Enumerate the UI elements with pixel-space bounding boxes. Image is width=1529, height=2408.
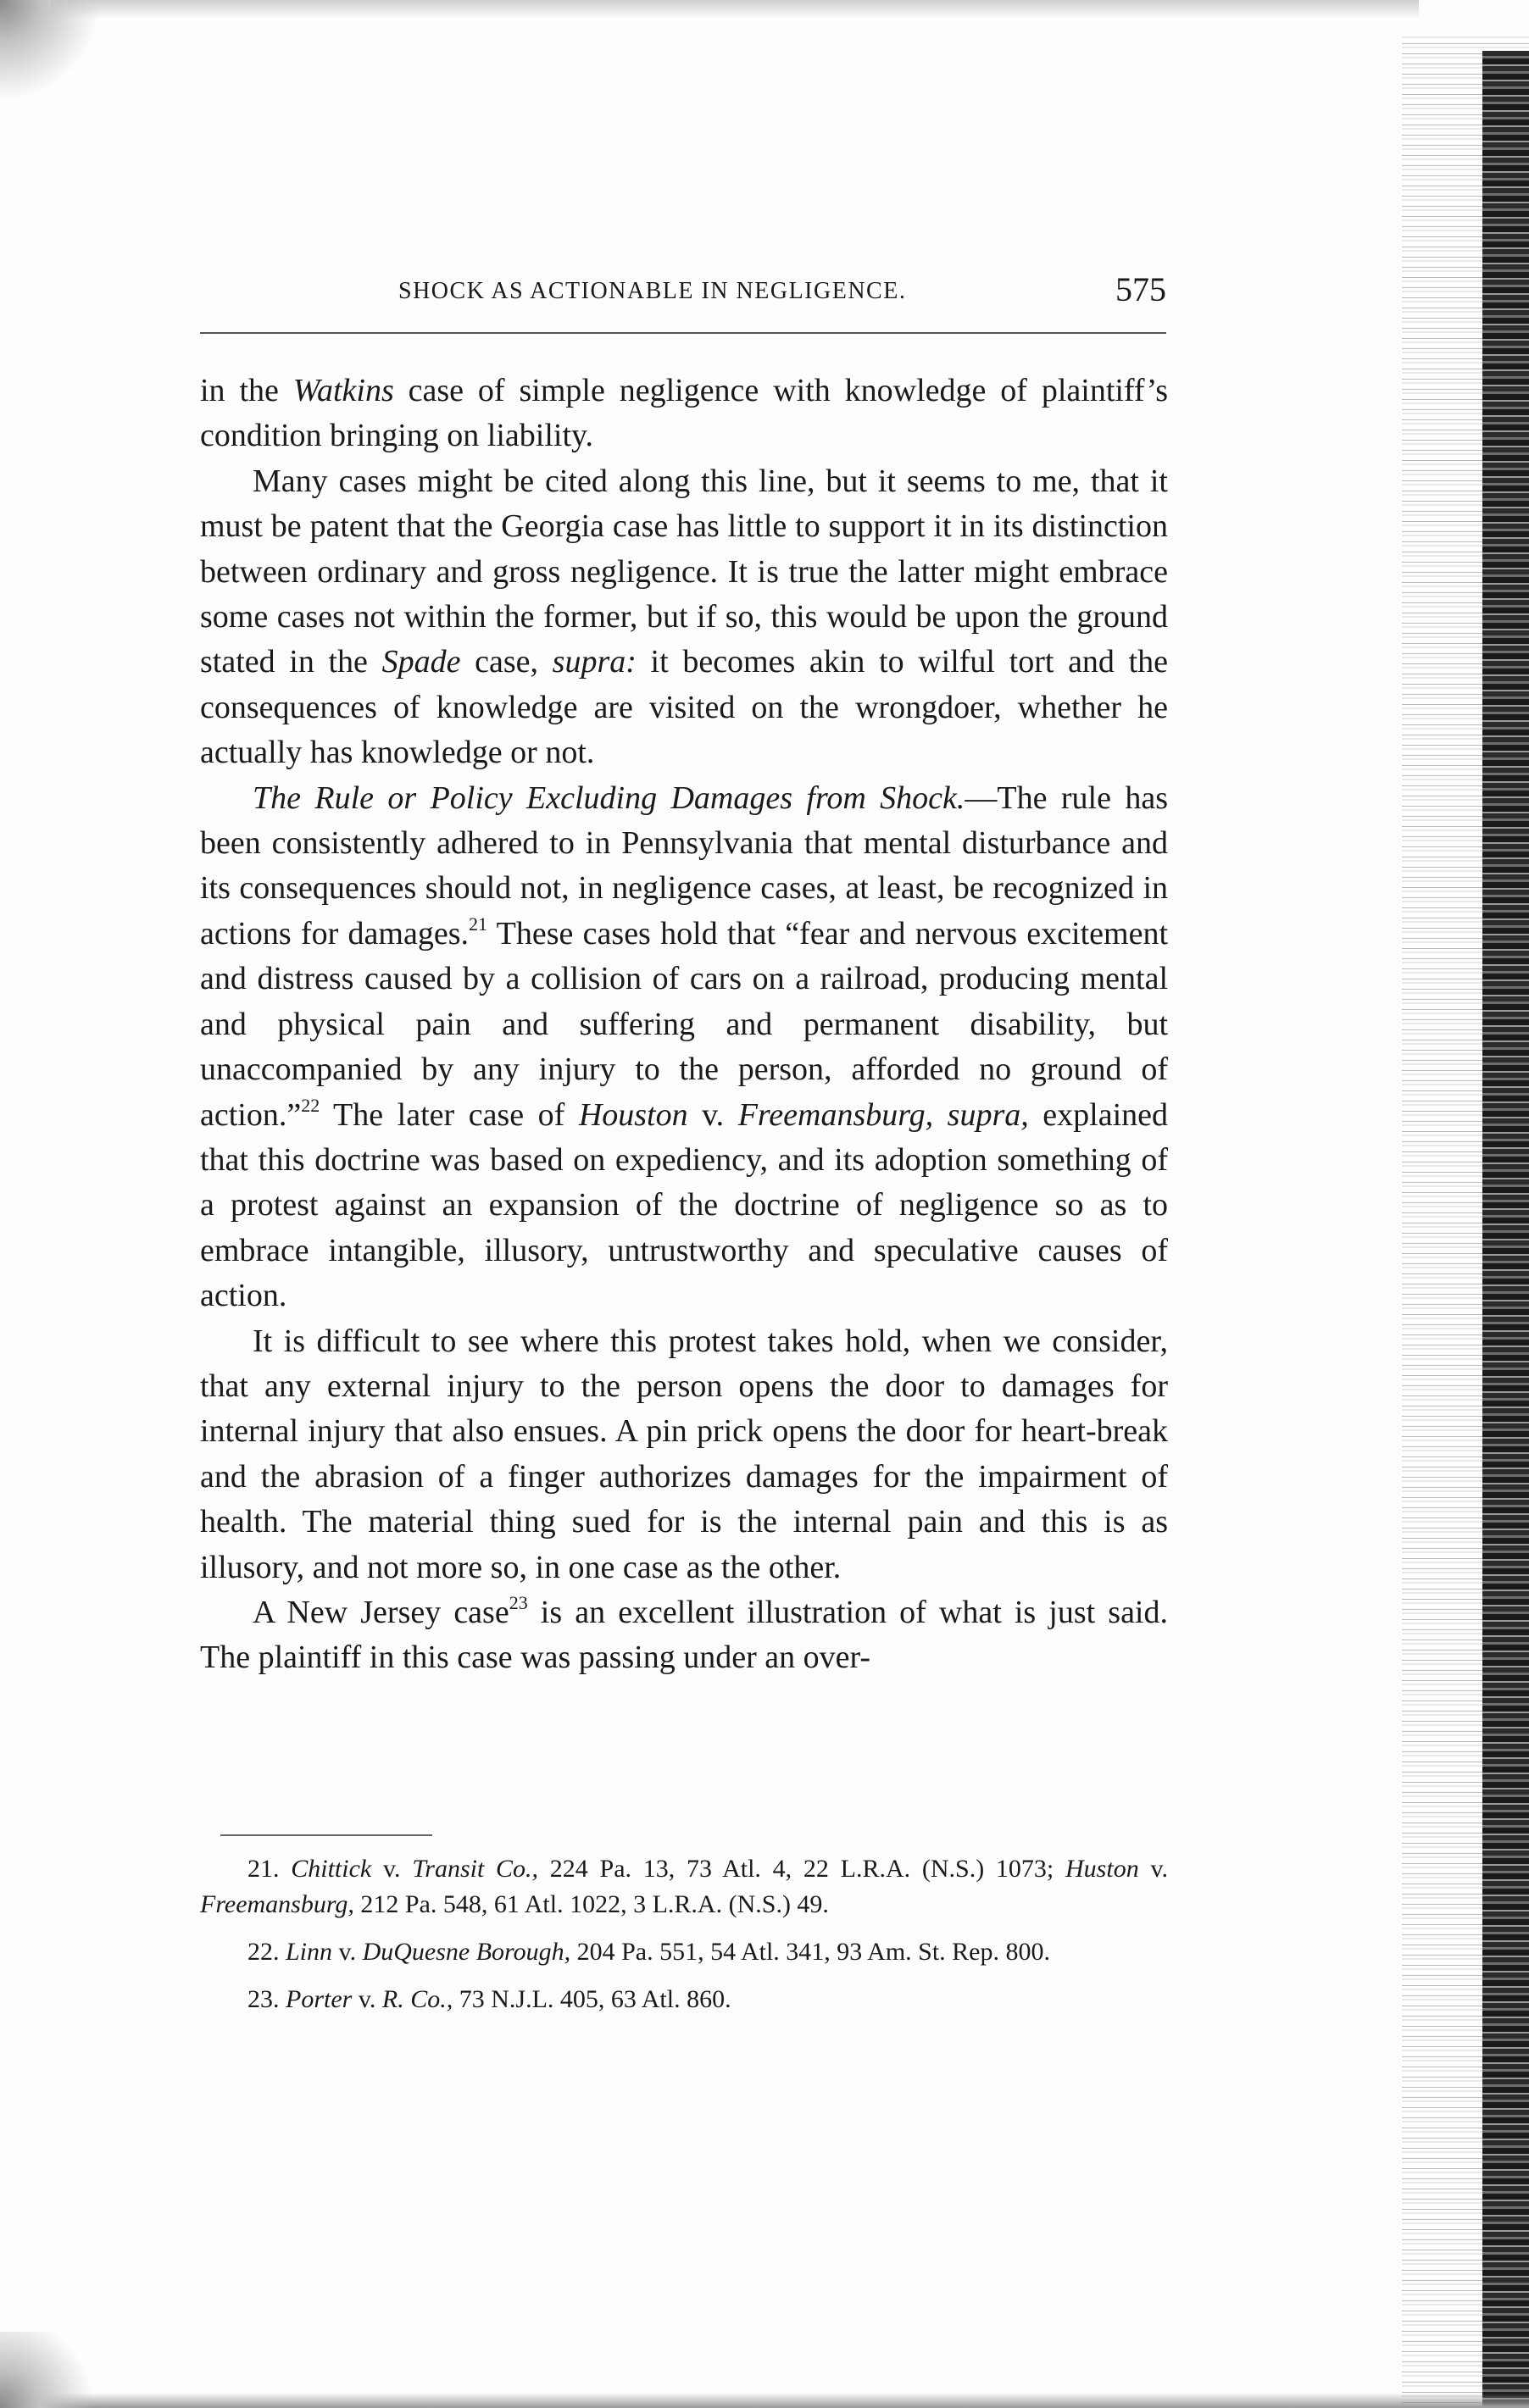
scan-bottom-edge bbox=[0, 2393, 1529, 2408]
footnote-22: 22. Linn v. DuQuesne Borough, 204 Pa. 551, 54 Atl. 341, 93 Am. St. Rep. 800. bbox=[247, 1938, 1050, 1966]
scan-corner-shadow bbox=[0, 2332, 110, 2408]
paragraph-5: A New Jersey case$^{23}$ is an excellent illustration of what is just said. The plaintiff in this case was passing under an over- bbox=[200, 1591, 1168, 1676]
footnote-23: 23. Porter v. R. Co., 73 N.J.L. 405, 63 Atl. 860. bbox=[247, 1985, 731, 2013]
case-name: Houston bbox=[578, 1096, 688, 1133]
paragraph-1: in the Watkins case of simple negligence with knowledge of plaintiff’s condition bringing on liability. bbox=[200, 373, 1169, 454]
citation-signal: supra: bbox=[552, 644, 637, 680]
footnote-rule bbox=[220, 1834, 432, 1836]
section-heading: The Rule or Policy Excluding Damages from Shock. bbox=[253, 780, 965, 816]
paragraph-4: It is difficult to see where this protest takes hold, when we consider, that any external injury to the person opens the door to damages for internal injury that also ensues. A pin prick opens the door for heart-break and the abrasion of a finger authorizes damages for the impairment of health. The material thing sued for is the internal pain and this is as illusory, and not more so, in one case as the other. bbox=[200, 1323, 1168, 1585]
body-text bbox=[200, 369, 1168, 1681]
case-name: Freemansburg, supra, bbox=[737, 1096, 1029, 1133]
scan-top-edge bbox=[51, 0, 1419, 19]
scan-corner-shadow bbox=[0, 0, 102, 102]
footnote-ref: 22 bbox=[301, 1094, 320, 1116]
running-head: SHOCK AS ACTIONABLE IN NEGLIGENCE. bbox=[398, 278, 907, 304]
page-number: 575 bbox=[1115, 270, 1166, 308]
scan-binding-edge bbox=[1482, 51, 1529, 2406]
header-rule bbox=[200, 332, 1166, 334]
case-name: Watkins bbox=[292, 373, 394, 408]
case-name: Spade bbox=[381, 644, 461, 680]
footnotes bbox=[200, 1851, 1168, 2029]
footnote-ref: 21 bbox=[469, 913, 488, 935]
page-header bbox=[200, 269, 1166, 320]
paragraph-3: The Rule or Policy Excluding Damages from Shock.—The rule has been consistently adhered to in Pennsylvania that mental disturbance and its consequences should not, in negligence cases, at least, be recognized in actions for damages.$^{21}$ These cases hold that “fear and nervous excitement and distress caused by a collision of cars on a railroad, producing mental and physical pain and suffering and permanent disability, but unaccompanied by any injury to the person, afforded no ground of action.”$^{22}$ The later case of Houston v. Freemansburg, supra, explained that this doctrine was based on expediency, and its adoption something of a protest against an expansion of the doctrine of negligence so as to embrace intangible, illusory, untrustworthy and speculative causes of action. bbox=[200, 780, 1169, 1314]
footnote-21: 21. Chittick v. Transit Co., 224 Pa. 13, 73 Atl. 4, 22 L.R.A. (N.S.) 1073; Huston v. Freemansburg, 212 Pa. 548, 61 Atl. 1022, 3 L.R.A. (N.S.) 49. bbox=[200, 1855, 1168, 1918]
footnote-ref: 23 bbox=[509, 1591, 528, 1613]
paragraph-2: Many cases might be cited along this line, but it seems to me, that it must be patent that the Georgia case has little to support it in its distinction between ordinary and gross negligence. It is true the latter might embrace some cases not within the former, but if so, this would be upon the ground stated in the Spade case, supra: it becomes akin to wilful tort and the consequences of knowledge are visited on the wrongdoer, whether he actually has knowledge or not. bbox=[200, 463, 1169, 771]
